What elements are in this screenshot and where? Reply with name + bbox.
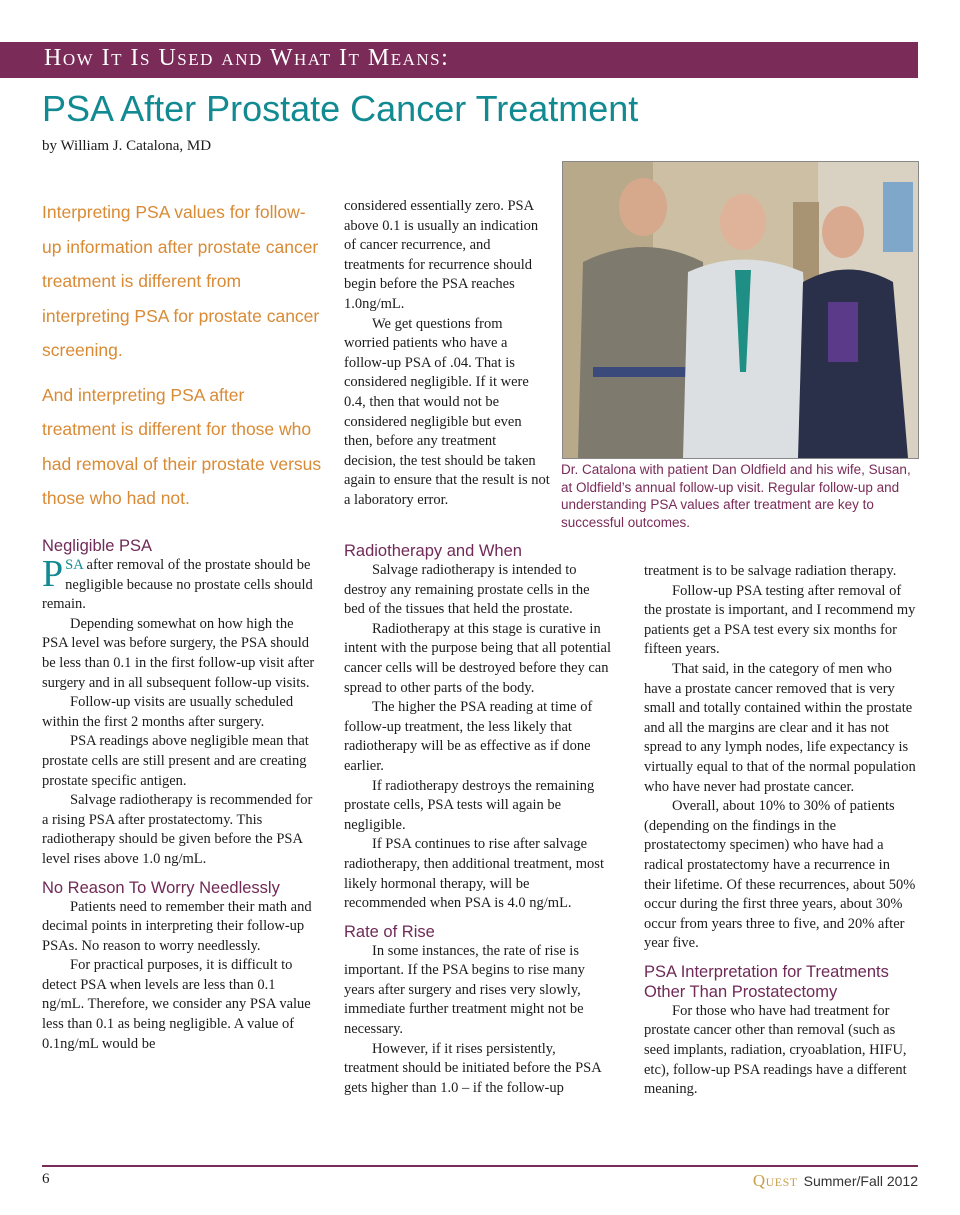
paragraph: Overall, about 10% to 30% of patients (depending on the findings in the prostatectomy specimen) who have had a radical prostatectomy have a recurrence in their lifetime. Of these recurrences, about 50% occur during the first three years, about 30% occur from years three to five, and 20% after year five. [644, 798, 916, 952]
paragraph: Follow-up PSA testing after removal of the prostate is important, and I recommend my patients get a PSA test every six months for fifteen years. [644, 582, 916, 658]
paragraph: For practical purposes, it is difficult to detect PSA when levels are less than 0.1 ng/mL. Therefore, we consider any PSA value less than 0.1 as being negligible. A value of 0.1ng/mL would be [42, 957, 311, 1052]
intro-pull-quote [42, 195, 322, 526]
drop-cap: P [42, 553, 64, 595]
paragraph-text: after removal of the prostate should be negligible because no prostate cells should remain. [42, 557, 313, 613]
paragraph: That said, in the category of men who have a prostate cancer removed that is very small and totally contained within the prostate and all the margins are clear and it has not spread to any lymph nodes, life expectancy is virtually equal to that of the normal population who have never had prostate cancer. [644, 660, 916, 795]
footer-divider [42, 1165, 918, 1167]
paragraph: For those who have had treatment for prostate cancer other than removal (such as seed implants, radiation, cryoablation, HIFU, etc), follow-up PSA readings have a different meaning. [644, 1002, 907, 1098]
heading-radiotherapy-and-when: Radiotherapy and When [344, 542, 522, 560]
column-2 [344, 541, 614, 1098]
photo-caption: Dr. Catalona with patient Dan Oldfield and his wife, Susan, at Oldfield’s annual follow-up visit. Regular follow-up and understanding PSA values after treatment are key to successful outcomes. [561, 462, 911, 530]
paragraph: considered essentially zero. PSA above 0.1 is usually an indication of cancer recurrence, and treatments for recurrence should begin before the PSA reaches 1.0ng/mL. [344, 198, 539, 312]
article-title: PSA After Prostate Cancer Treatment [42, 88, 639, 129]
paragraph: The higher the PSA reading at time of follow-up treatment, the less likely that radiotherapy will be as effective as if done earlier. [344, 699, 593, 774]
paragraph: In some instances, the rate of rise is important. If the PSA begins to rise many years after surgery and rises very slowly, immediate further treatment might not be necessary. [344, 942, 585, 1038]
magazine-logo: Quest [752, 1171, 798, 1190]
heading-psa-interpretation-other-treatments: PSA Interpretation for Treatments Other Than Prostatectomy [644, 962, 889, 1001]
paragraph: Salvage radiotherapy is intended to destroy any remaining prostate cells in the bed of the tissues that held the prostate. [344, 562, 590, 618]
paragraph: If PSA continues to rise after salvage radiotherapy, then additional treatment, most likely hormonal therapy, will be recommended when PSA is 4.0 ng/mL. [344, 836, 604, 912]
intro-paragraph: Interpreting PSA values for follow-up information after prostate cancer treatment is different from interpreting PSA for prostate cancer screening. [42, 202, 320, 360]
issue-label: Summer/Fall 2012 [803, 1173, 918, 1189]
paragraph: Salvage radiotherapy is recommended for a rising PSA after prostatectomy. This radiotherapy should be given before the PSA level rises above 1.0 ng/mL. [42, 792, 313, 867]
section-banner [0, 42, 918, 78]
column-1 [42, 536, 316, 1054]
heading-rate-of-rise: Rate of Rise [344, 922, 435, 941]
byline: by William J. Catalona, MD [42, 138, 212, 154]
page-number: 6 [42, 1171, 50, 1187]
paragraph: We get questions from worried patients who have a follow-up PSA of .04. That is considered negligible. If it were 0.4, then that would not be considered negligible but even then, before any treatment decision, the test should be taken again to ensure that the result is not a laboratory error. [344, 315, 550, 508]
paragraph: However, if it rises persistently, treatment should be initiated before the PSA gets higher than 1.0 – if the follow-up [344, 1040, 601, 1096]
column-3 [644, 562, 920, 1100]
intro-paragraph: And interpreting PSA after treatment is different for those who had removal of their prostate versus those who had not. [42, 384, 322, 508]
paragraph: Patients need to remember their math and decimal points in interpreting their follow-up PSAs. No reason to worry needlessly. [42, 898, 312, 954]
paragraph: treatment is to be salvage radiation therapy. [644, 563, 897, 579]
paragraph: PSA readings above negligible mean that prostate cells are still present and are creating prostate specific antigen. [42, 733, 309, 789]
paragraph: Follow-up visits are usually scheduled within the first 2 months after surgery. [42, 694, 294, 730]
column-2-top [344, 197, 550, 511]
heading-no-reason-to-worry: No Reason To Worry Needlessly [42, 878, 280, 897]
photo-illustration [563, 162, 918, 458]
article-photo [562, 161, 919, 459]
paragraph: Depending somewhat on how high the PSA level was before surgery, the PSA should be less than 0.1 in the first follow-up visit after surgery and in all subsequent follow-up visits. [42, 615, 315, 691]
paragraph [42, 553, 316, 615]
banner-title: How It Is Used and What It Means: [44, 45, 450, 71]
heading-negligible-psa: Negligible PSA [42, 537, 153, 555]
footer-publication [753, 1171, 918, 1191]
paragraph: Radiotherapy at this stage is curative in intent with the purpose being that all potential cancer cells will be destroyed before they can spread to other parts of the body. [344, 620, 611, 696]
paragraph: If radiotherapy destroys the remaining prostate cells, PSA tests will again be negligible. [344, 777, 595, 833]
drop-cap-rest: SA [65, 557, 83, 573]
